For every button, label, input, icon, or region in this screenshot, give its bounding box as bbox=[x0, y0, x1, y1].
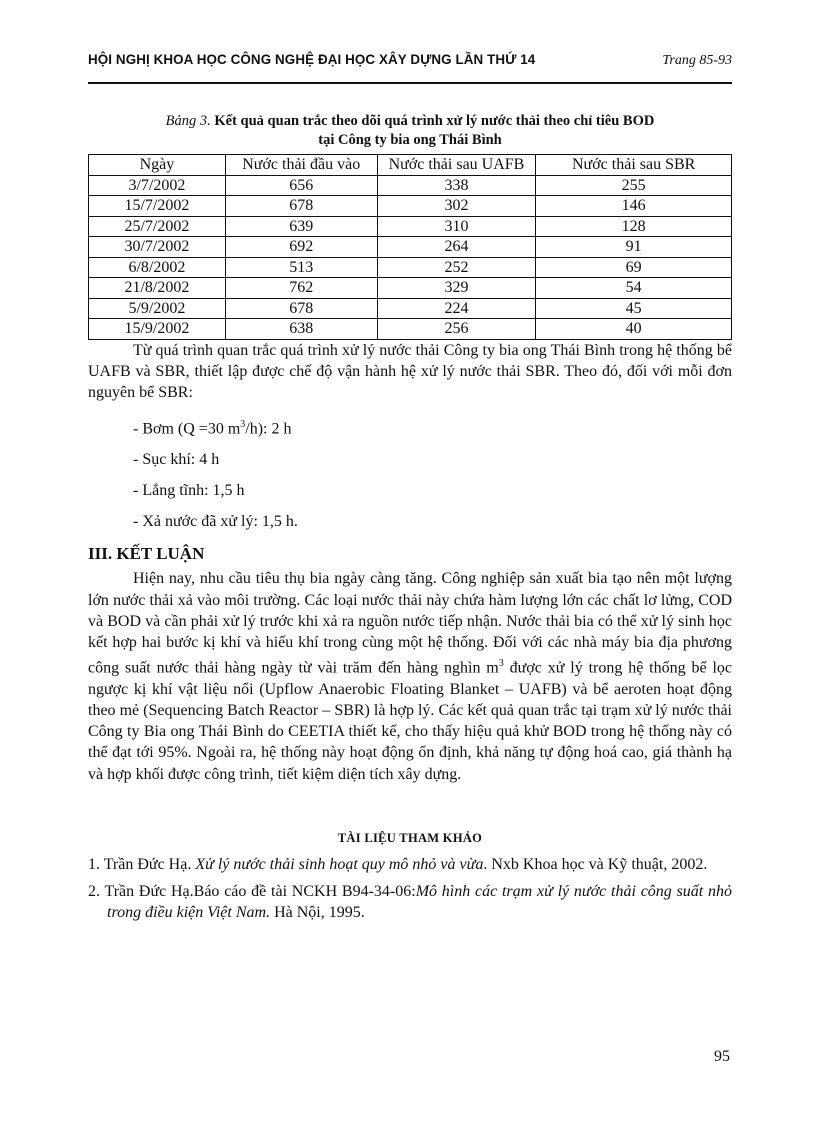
table-cell: 338 bbox=[377, 175, 536, 196]
header-rule bbox=[88, 82, 732, 84]
reference-item bbox=[88, 881, 732, 923]
paragraph-operation: Từ quá trình quan trắc quá trình xử lý nước thải Công ty bia ong Thái Bình trong hệ thống bể UAFB và SBR, thiết lập được chế độ vận hành hệ xử lý nước thải SBR. Theo đó, đối với mỗi đơn nguyên bể SBR: bbox=[88, 341, 732, 401]
table-cell: 513 bbox=[225, 257, 377, 278]
reference-author: 2. Trần Đức Hạ.Báo cáo đề tài NCKH B94-34-06: bbox=[88, 882, 416, 900]
table-label: Bảng 3. bbox=[165, 113, 211, 129]
reference-details: . Nxb Khoa học và Kỹ thuật, 2002. bbox=[483, 855, 708, 873]
table-caption-text: Kết quả quan trắc theo dõi quá trình xử lý nước thải theo chỉ tiêu BOD bbox=[214, 113, 655, 129]
list-item-text: - Bơm (Q =30 m bbox=[133, 420, 241, 438]
table-cell: 302 bbox=[377, 196, 536, 217]
list-item-settling: - Lắng tĩnh: 1,5 h bbox=[133, 482, 245, 500]
reference-details: Hà Nội, 1995. bbox=[270, 903, 365, 921]
table-cell: 15/9/2002 bbox=[89, 319, 226, 340]
table-cell: 639 bbox=[225, 216, 377, 237]
column-header: Nước thải sau UAFB bbox=[377, 155, 536, 176]
table-cell: 329 bbox=[377, 278, 536, 299]
page-content bbox=[88, 52, 732, 923]
table-cell: 656 bbox=[225, 175, 377, 196]
table-cell: 255 bbox=[536, 175, 732, 196]
table-cell: 638 bbox=[225, 319, 377, 340]
page-number: 95 bbox=[714, 1048, 730, 1065]
section-heading-conclusion: III. KẾT LUẬN bbox=[88, 544, 205, 564]
table-cell: 678 bbox=[225, 196, 377, 217]
table-cell: 146 bbox=[536, 196, 732, 217]
list-item-pump bbox=[133, 415, 732, 439]
table-cell: 91 bbox=[536, 237, 732, 258]
table-cell: 15/7/2002 bbox=[89, 196, 226, 217]
table-header-row bbox=[89, 155, 732, 176]
bod-table bbox=[88, 154, 732, 340]
table-cell: 256 bbox=[377, 319, 536, 340]
table-cell: 310 bbox=[377, 216, 536, 237]
superscript: 3 bbox=[498, 658, 504, 670]
table-row bbox=[89, 319, 732, 340]
reference-author: 1. Trần Đức Hạ. bbox=[88, 855, 196, 873]
reference-item bbox=[88, 854, 732, 875]
table-caption-line2: tại Công ty bia ong Thái Bình bbox=[318, 132, 502, 148]
column-header: Nước thải sau SBR bbox=[536, 155, 732, 176]
references-heading: TÀI LIỆU THAM KHẢO bbox=[337, 830, 483, 845]
table-cell: 762 bbox=[225, 278, 377, 299]
running-header bbox=[88, 52, 732, 78]
conclusion-text: Hiện nay, nhu cầu tiêu thụ bia ngày càng tăng. Công nghiệp sản xuất bia tạo nên một lượng lớn nước thải xả vào môi trường. Các loại nước thải này chứa hàm lượng lớn các chất lơ lửng, COD và BOD và cần phải xử lý trước khi xả ra nguồn nước tiếp nhận. Nước thải bia có thể xử lý sinh học kết hợp hai bước kị khí và hiếu khí trong cùng một hệ thống. Đối với các nhà máy bia địa phương công suất nước thải hàng ngày từ vài trăm đến hàng nghìn m bbox=[88, 570, 732, 677]
table-cell: 224 bbox=[377, 298, 536, 319]
table-cell: 264 bbox=[377, 237, 536, 258]
table-row bbox=[89, 257, 732, 278]
list-item-discharge: - Xả nước đã xử lý: 1,5 h. bbox=[133, 513, 298, 531]
column-header: Ngày bbox=[89, 155, 226, 176]
table-row bbox=[89, 175, 732, 196]
table-cell: 128 bbox=[536, 216, 732, 237]
table-row bbox=[89, 278, 732, 299]
table-cell: 54 bbox=[536, 278, 732, 299]
reference-title: Xử lý nước thải sinh hoạt quy mô nhỏ và vừa bbox=[195, 855, 484, 873]
table-cell: 21/8/2002 bbox=[89, 278, 226, 299]
table-row bbox=[89, 237, 732, 258]
list-item-text: /h): 2 h bbox=[245, 420, 292, 438]
conclusion-text: được xử lý trong hệ thống bể lọc ngược kị khí vật liệu nổi (Upflow Anaerobic Floating Blanket – UAFB) và bể aeroten hoạt động theo mẻ (Sequencing Batch Reactor – SBR) là hợp lý. Các kết quả quan trắc tại trạm xử lý nước thải Công ty Bia ong Thái Bình do CEETIA thiết kế, cho thấy hiệu quả khử BOD trong hệ thống này có thể đạt tới 95%. Ngoài ra, hệ thống này hoạt động ổn định, khả năng tự động hoá cao, giá thành hạ và hợp khối được công trình, tiết kiệm diện tích xây dựng. bbox=[88, 659, 732, 783]
table-caption bbox=[88, 112, 732, 150]
table-cell: 30/7/2002 bbox=[89, 237, 226, 258]
page-range: Trang 85-93 bbox=[662, 53, 732, 68]
table-cell: 45 bbox=[536, 298, 732, 319]
reference-title: Mô hình các trạm xử lý nước thải công suất nhỏ trong điều kiện Việt Nam. bbox=[107, 882, 733, 921]
table-cell: 3/7/2002 bbox=[89, 175, 226, 196]
table-cell: 6/8/2002 bbox=[89, 257, 226, 278]
table-cell: 69 bbox=[536, 257, 732, 278]
table-cell: 40 bbox=[536, 319, 732, 340]
superscript: 3 bbox=[240, 419, 246, 431]
table-cell: 5/9/2002 bbox=[89, 298, 226, 319]
table-cell: 25/7/2002 bbox=[89, 216, 226, 237]
list-item-aeration: - Sục khí: 4 h bbox=[133, 451, 220, 469]
table-cell: 692 bbox=[225, 237, 377, 258]
conference-title: HỘI NGHỊ KHOA HỌC CÔNG NGHỆ ĐẠI HỌC XÂY DỰNG LẦN THỨ 14 bbox=[88, 52, 536, 67]
table-row bbox=[89, 196, 732, 217]
table-row bbox=[89, 298, 732, 319]
table-row bbox=[89, 216, 732, 237]
paragraph-conclusion bbox=[88, 568, 732, 784]
column-header: Nước thải đầu vào bbox=[225, 155, 377, 176]
table-cell: 252 bbox=[377, 257, 536, 278]
table-cell: 678 bbox=[225, 298, 377, 319]
